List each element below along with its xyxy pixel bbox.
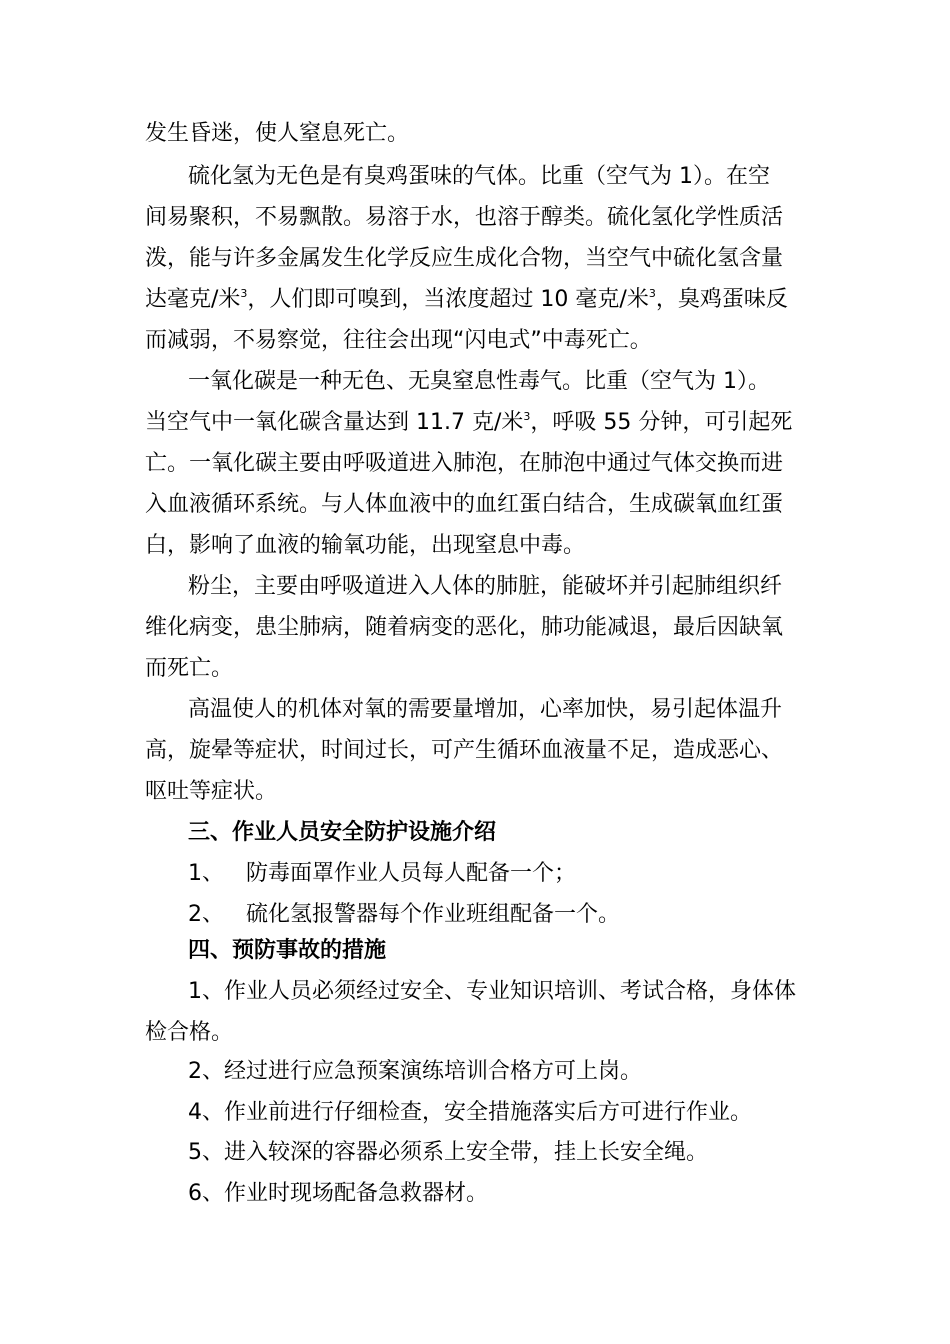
list-item: 4、作业前进行仔细检查，安全措施落实后方可进行作业。 [188,1100,752,1125]
text-line: 而死亡。 [145,656,234,681]
list-item: 5、进入较深的容器必须系上安全带，挂上长安全绳。 [188,1140,708,1165]
text-line: 发生昏迷，使人窒息死亡。 [145,121,410,146]
list-item: 1、作业人员必须经过安全、专业知识培训、考试合格，身体体 [188,979,796,1004]
text-line: 白，影响了血液的输氧功能，出现窒息中毒。 [145,533,586,558]
section-heading: 三、作业人员安全防护设施介绍 [188,820,497,845]
text-run: 当空气中一氧化碳含量达到 11.7 克/米 [145,410,524,435]
list-item-number: 1、 [188,861,224,886]
superscript: 3 [240,287,248,300]
list-item-text: 防毒面罩作业人员每人配备一个； [246,861,577,886]
text-line: 呕吐等症状。 [145,779,278,804]
text-line: 高，旋晕等症状，时间过长，可产生循环血液量不足，造成恶心、 [145,738,784,763]
text-line: 硫化氢为无色是有臭鸡蛋味的气体。比重（空气为 1）。在空 [188,164,770,189]
list-item-text: 硫化氢报警器每个作业班组配备一个。 [246,902,621,927]
text-line [145,408,792,438]
text-run: ，臭鸡蛋味反 [655,287,788,312]
list-item [188,859,576,889]
list-item-number: 2、 [188,902,224,927]
superscript: 3 [523,410,531,423]
text-run: ，人们即可嗅到，当浓度超过 10 毫克/米 [247,287,649,312]
text-line: 检合格。 [145,1020,234,1045]
text-line: 一氧化碳是一种无色、无臭窒息性毒气。比重（空气为 1）。 [188,369,770,394]
text-line: 泼，能与许多金属发生化学反应生成化合物，当空气中硫化氢含量 [145,246,784,271]
section-heading: 四、预防事故的措施 [188,938,387,963]
text-line: 间易聚积，不易飘散。易溶于水，也溶于醇类。硫化氢化学性质活 [145,205,784,230]
text-line: 维化病变，患尘肺病，随着病变的恶化，肺功能减退，最后因缺氧 [145,615,784,640]
text-line: 入血液循环系统。与人体血液中的血红蛋白结合，生成碳氧血红蛋 [145,492,784,517]
superscript: 3 [648,287,656,300]
text-line: 亡。一氧化碳主要由呼吸道进入肺泡，在肺泡中通过气体交换而进 [145,451,784,476]
list-item [188,900,620,930]
text-line: 高温使人的机体对氧的需要量增加，心率加快，易引起体温升 [188,697,783,722]
text-run: ，呼吸 55 分钟，可引起死 [530,410,793,435]
text-line [145,285,788,315]
list-item: 2、经过进行应急预案演练培训合格方可上岗。 [188,1059,642,1084]
text-line: 而减弱，不易察觉，往往会出现“闪电式”中毒死亡。 [145,328,652,353]
text-run: 达毫克/米 [145,287,241,312]
text-line: 粉尘，主要由呼吸道进入人体的肺脏，能破坏并引起肺组织纤 [188,574,783,599]
list-item: 6、作业时现场配备急救器材。 [188,1181,488,1206]
